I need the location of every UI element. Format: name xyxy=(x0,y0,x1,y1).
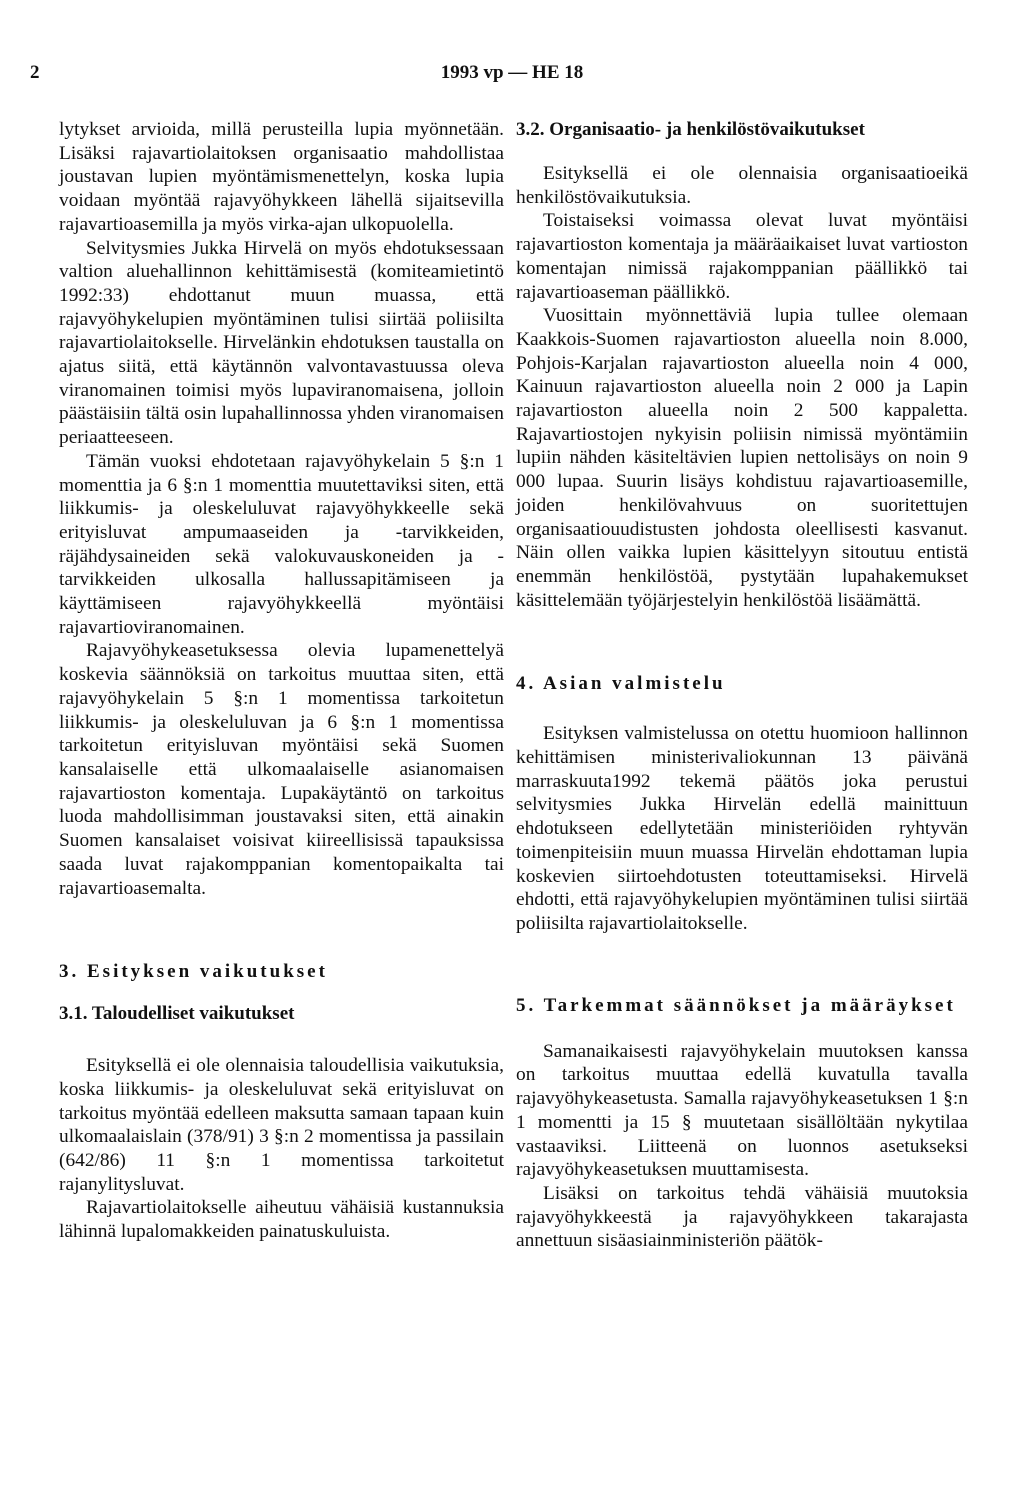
paragraph: Selvitysmies Jukka Hirvelä on myös ehdotuksessaan valtion aluehallinnon kehittämisestä (komiteamietintö 1992:33) ehdottanut muun muassa, että rajavyöhykelupien myöntäminen tulisi siirtää poliisilta rajavartiolaitokselle. Hirvelänkin ehdotuksen taustalla on ajatus siitä, että käytännön valvontavastuussa oleva viranomainen toimisi myös lupaviranomaisena, jolloin päästäisiin tältä osin lupahallinnossa yhden viranomaisen periaatteeseen. xyxy=(59,237,504,449)
paragraph: Rajavyöhykeasetuksessa olevia lupamenettelyä koskevia säännöksiä on tarkoitus muuttaa siten, että rajavyöhykelain 5 §:n 1 momentissa tarkoitetun liikkumis- ja oleskeluluvan ja 6 §:n 1 momentissa tarkoitetun erityisluvan myöntäisi sekä Suomen kansalaiselle että ulkomaalaiselle asianomaisen rajavartioston komentaja. Lupakäytäntö on tarkoitus luoda mahdollisimman joustavaksi siten, että ainakin Suomen kansalaiset voisivat kiireellisissä tapauksissa saada luvat rajakomppanian komentopaikalta tai rajavartioasemalta. xyxy=(59,640,504,899)
subsection-heading-3-1: 3.1. Taloudelliset vaikutukset xyxy=(59,1003,295,1025)
right-column xyxy=(516,118,968,1253)
subsection-heading-3-2: 3.2. Organisaatio- ja henkilöstövaikutukset xyxy=(516,119,865,140)
section-heading-5: 5. Tarkemmat säännökset ja määräykset xyxy=(516,994,956,1016)
paragraph: Rajavartiolaitokselle aiheutuu vähäisiä kustannuksia lähinnä lupalomakkeiden painatuskuluista. xyxy=(59,1197,504,1243)
left-column xyxy=(59,118,504,1244)
page-number: 2 xyxy=(30,62,40,83)
paragraph: Samanaikaisesti rajavyöhykelain muutoksen kanssa on tarkoitus muuttaa edellä kuvatulla tavalla rajavyöhykeasetusta. Samalla rajavyöhykeasetuksen 1 §:n 1 momentti ja 15 § muutetaan sisällöltään nykytilaa vastaaviksi. Liitteenä on luonnos asetukseksi rajavyöhykeasetuksen muuttamisesta. xyxy=(516,1040,968,1181)
paragraph: Vuosittain myönnettäviä lupia tullee olemaan Kaakkois-Suomen rajavartioston alueella noin 8.000, Pohjois-Karjalan rajavartioston alueella noin 4 000, Kainuun rajavartioston alueella noin 2 000 ja Lapin rajavartioston alueella noin 2 500 kappaletta. Rajavartiostojen nykyisin poliisin nimissä myöntämiin lupiin nähden käsiteltävien lupien nettolisäys on noin 9 000 lupaa. Suurin lisäys kohdistuu rajavartioasemille, joiden henkilövahvuus on suoritettujen organisaatiouudistusten johdosta oleellisesti kasvanut. Näin ollen vaikka lupien käsittelyyn sitoutuu entistä enemmän henkilöstöä, pystytään lupahakemukset käsittelemään työjärjestelyin henkilöstöä lisäämättä. xyxy=(516,305,968,611)
paragraph: lytykset arvioida, millä perusteilla lupia myönnetään. Lisäksi rajavartiolaitoksen organisaatio mahdollistaa joustavan lupien myöntämismenettelyn, koska lupia voidaan myöntää rajavyöhykkeen lähellä sijaitsevilla rajavartioasemilla ja myös virka-ajan ulkopuolella. xyxy=(59,119,504,235)
paragraph: Esityksellä ei ole olennaisia taloudellisia vaikutuksia, koska liikkumis- ja oleskeluluvat sekä erityisluvat on tarkoitus myöntää edelleen maksutta samaan tapaan kuin ulkomaalaislain (378/91) 3 §:n 2 momentissa ja passilain (642/86) 11 §:n 1 momentissa tarkoitetut rajanylitysluvat. xyxy=(59,1055,504,1195)
paragraph: Tämän vuoksi ehdotetaan rajavyöhykelain 5 §:n 1 momenttia ja 6 §:n 1 momenttia muutettaviksi siten, että liikkumis- ja oleskeluluvat rajavyöhykkeelle sekä erityisluvat ampumaaseiden ja -tarvikkeiden, räjähdysaineiden sekä valokuvauskoneiden ja -tarvikkeiden ulkosalla hallussapitämiseen ja käyttämiseen rajavyöhykkeellä myöntäisi rajavartioviranomainen. xyxy=(59,450,504,638)
section-heading-3: 3. Esityksen vaikutukset xyxy=(59,961,328,983)
paragraph: Esityksen valmistelussa on otettu huomioon hallinnon kehittämisen ministerivaliokunnan 13 päivänä marraskuuta1992 tekemä päätös joka perustui selvitysmies Jukka Hirvelän edellä mainittuun ehdotukseen edellytetään ministeriöiden ryhtyvän toimenpiteisiin muun muassa Hirvelän ehdottaman lupia koskevien siirtoehdotusten toteuttamiseksi. Hirvelä ehdotti, että rajavyöhykelupien myöntäminen tulisi siirtää poliisilta rajavartiolaitokselle. xyxy=(516,723,968,934)
section-heading-4: 4. Asian valmistelu xyxy=(516,673,726,695)
running-header: 1993 vp — HE 18 xyxy=(440,62,584,83)
paragraph: Toistaiseksi voimassa olevat luvat myöntäisi rajavartioston komentaja ja määräaikaiset luvat vartioston komentajan nimissä rajakomppanian päällikkö tai rajavartioaseman päällikkö. xyxy=(516,210,968,303)
paragraph: Esityksellä ei ole olennaisia organisaatioeikä henkilöstövaikutuksia. xyxy=(516,163,968,208)
paragraph: Lisäksi on tarkoitus tehdä vähäisiä muutoksia rajavyöhykkeestä ja rajavyöhykkeen takarajasta annettuun sisäasiainministeriön päätök- xyxy=(516,1182,968,1252)
